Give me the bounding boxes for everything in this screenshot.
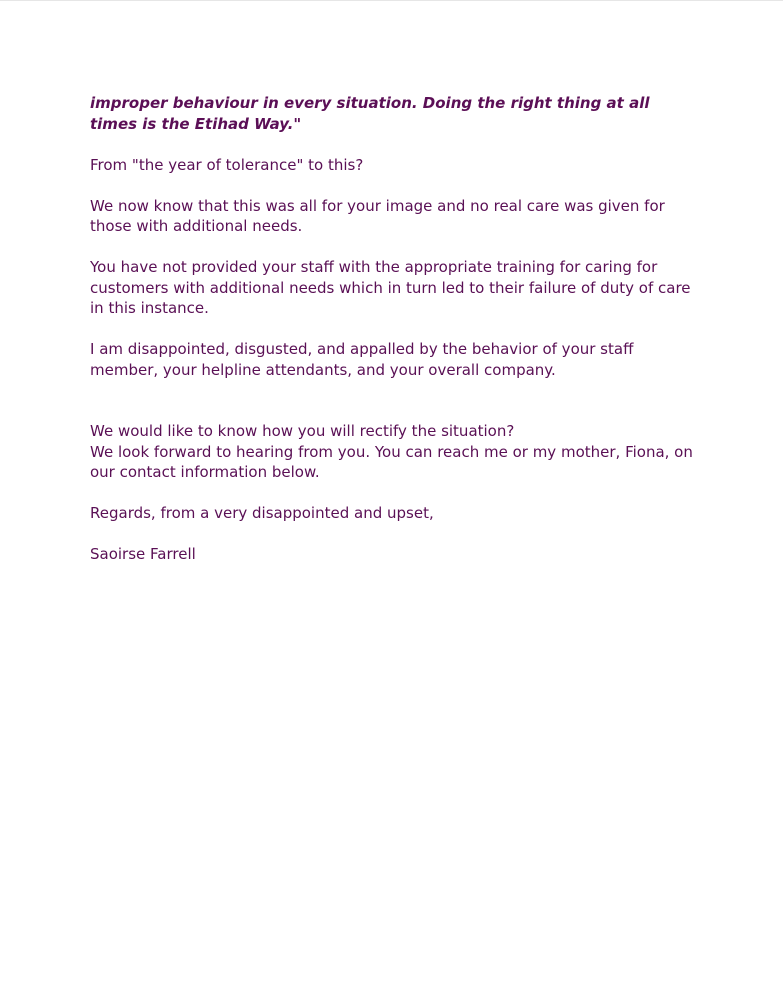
paragraph-training: You have not provided your staff with the appropriate training for caring for customers with additional needs which in turn led to their failure of duty of care in this instance. [90,258,691,317]
paragraph-tolerance: From "the year of tolerance" to this? [90,155,364,174]
paragraph-disappointed: I am disappointed, disgusted, and appalled by the behavior of your staff member, your helpline attendants, and your overall company. [90,340,634,379]
closing-line: Regards, from a very disappointed and upset, [90,504,434,522]
paragraph-contact: We look forward to hearing from you. You can reach me or my mother, Fiona, on our contact information below. [90,442,693,481]
paragraph-rectify: We would like to know how you will rectify the situation? [90,422,515,440]
paragraph-image: We now know that this was all for your image and no real care was given for those with additional needs. [90,196,665,235]
quoted-policy-text: improper behaviour in every situation. Doing the right thing at all times is the Etihad Way." [90,94,650,133]
signature: Saoirse Farrell [90,545,196,563]
letter-body [90,93,695,565]
